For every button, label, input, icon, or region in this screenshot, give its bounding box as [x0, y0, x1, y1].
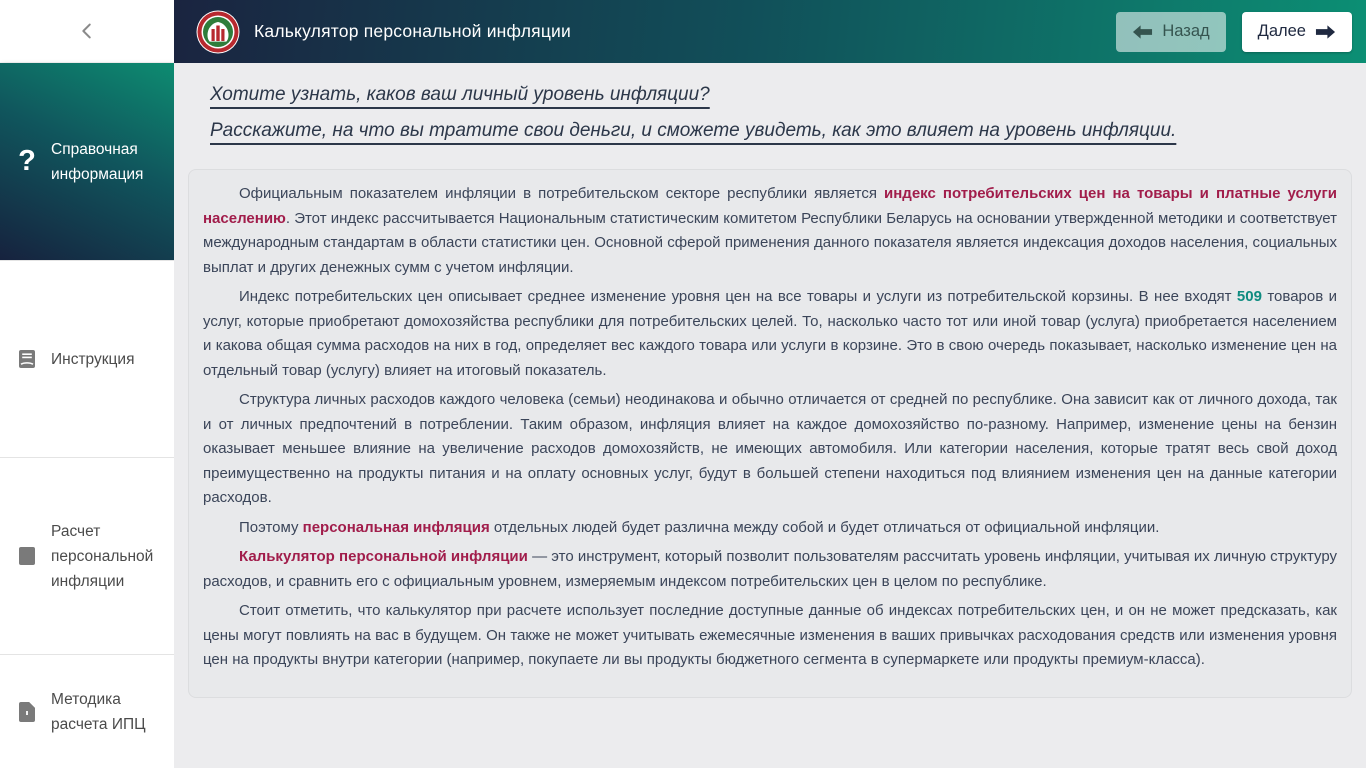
sidebar-item-instruction[interactable] [0, 260, 174, 457]
highlighted-term: персональная инфляция [302, 518, 490, 536]
info-paragraph [203, 388, 1337, 511]
paragraph-text: . Этот индекс рассчитывается Национальным статистическим комитетом Республики Беларусь на основании утвержденной методики и соответствует международным стандартам в области статистики цен. Основной сферой применения данного показателя является индексация доходов населения, социальных выплат и других денежных сумм с учетом инфляции. [203, 209, 1337, 276]
calculator-icon [12, 544, 42, 568]
belstat-logo-icon [196, 10, 240, 54]
next-button-label: Далее [1257, 22, 1306, 40]
arrow-right-icon [1315, 24, 1336, 40]
main-content [174, 63, 1366, 768]
card-paragraphs [203, 182, 1337, 673]
sidebar [0, 63, 174, 768]
sidebar-item-reference-info[interactable] [0, 63, 174, 260]
sidebar-item-label: Методика расчета ИПЦ [51, 690, 146, 733]
paragraph-text: Индекс потребительских цен описывает среднее изменение уровня цен на все товары и услуги из потребительской корзины. В нее входят [239, 288, 1237, 305]
back-button-label: Назад [1162, 22, 1210, 40]
file-download-icon [12, 700, 42, 724]
paragraph-text: Структура личных расходов каждого человека (семьи) неодинакова и обычно отличается от средней по республике. Она зависит как от личного дохода, так и от личных предпочтений в потреблении. Таким образом, инфляция влияет на каждое домохозяйство по-разному. Например, изменение цены на бензин оказывает меньшее влияние на увеличение расходов домохозяйств, не имеющих автомобиля. Или категории населения, которые тратят весь свой доход преимущественно на продукты питания и на оплату основных услуг, будут в большей степени находиться под влиянием изменения цен на данные категории расходов. [203, 391, 1337, 506]
paragraph-text: Официальным показателем инфляции в потребительском секторе республики является [239, 185, 885, 202]
header [174, 0, 1366, 63]
sidebar-item-cpi-methodology[interactable] [0, 654, 174, 768]
back-button[interactable] [1116, 12, 1225, 52]
info-card [188, 169, 1352, 698]
sidebar-item-personal-inflation-calc[interactable] [0, 457, 174, 654]
sidebar-item-label: Расчет персональной инфляции [51, 522, 154, 590]
paragraph-text: отдельных людей будет различна между собой и будет отличаться от официальной инфляции. [489, 518, 1160, 536]
sidebar-item-label: Инструкция [51, 350, 135, 368]
info-paragraph [203, 516, 1337, 541]
next-button[interactable] [1242, 12, 1352, 52]
info-paragraph [203, 285, 1337, 383]
highlighted-term: Калькулятор персональной инфляции [239, 548, 528, 565]
info-paragraph [203, 599, 1337, 673]
intro-heading-line1: Хотите узнать, каков ваш личный уровень инфляции? [210, 84, 710, 105]
intro-headings [190, 77, 1352, 149]
page-title: Калькулятор персональной инфляции [254, 21, 572, 41]
highlighted-term: индекс потребительских цен на товары и платные услуги населению [203, 185, 1337, 227]
paragraph-text: Стоит отметить, что калькулятор при расчете использует последние доступные данные об индексах потребительских цен, и он не может предсказать, как цены могут повлиять на вас в будущем. Он также не может учитывать ежемесячные изменения в ваших привычках расходования средств или изменения уровня цен на продукты внутри категории (например, покупаете ли вы продукты бюджетного сегмента в супермаркете или продукты премиум-класса). [203, 602, 1337, 668]
book-icon [12, 347, 42, 371]
paragraph-text: Поэтому [239, 518, 303, 536]
top-bar [0, 0, 1366, 63]
intro-heading-line2: Расскажите, на что вы тратите свои деньги, и сможете увидеть, как это влияет на уровень инфляции. [210, 120, 1177, 141]
sidebar-item-label: Справочная информация [51, 140, 144, 183]
highlighted-term: 509 [1236, 288, 1262, 305]
paragraph-text: — это инструмент, который позволит пользователям рассчитать уровень инфляции, учитывая их личную структуру расходов, и сравнить его с официальным уровнем, измеряемым индексом потребительских цен в целом по республике. [203, 548, 1337, 590]
info-paragraph [203, 545, 1337, 594]
arrow-left-icon [1132, 24, 1153, 40]
paragraph-text: товаров и услуг, которые приобретают домохозяйства республики для потребительских целей. То, насколько часто тот или иной товар (услуга) приобретается населением и какова общая сумма расходов на них в год, определяет вес каждого товара или услуги в корзине. Это в свою очередь показывает, насколько изменение цен на отдельный товар (услугу) влияет на итоговый показатель. [203, 288, 1337, 379]
sidebar-collapse-button[interactable] [0, 0, 174, 63]
chevron-left-icon [76, 20, 98, 42]
question-mark-icon: ? [18, 145, 36, 177]
info-paragraph [203, 182, 1337, 280]
